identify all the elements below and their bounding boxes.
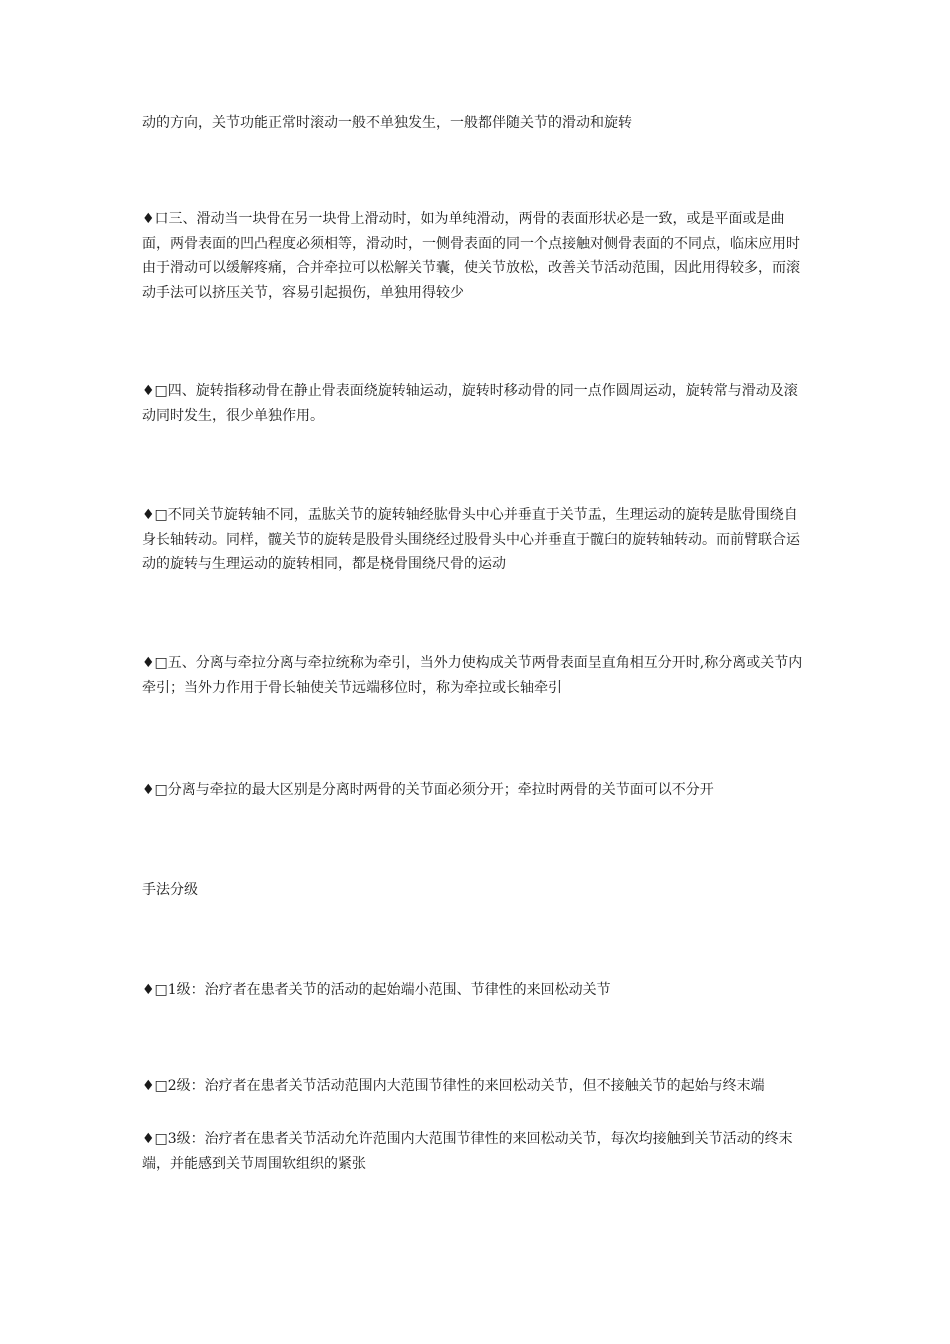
section-heading-grading: 手法分级: [142, 882, 198, 898]
paragraph-distraction-difference: ♦□分离与牵拉的最大区别是分离时两骨的关节面必须分开；牵拉时两骨的关节面可以不分开: [142, 782, 714, 798]
paragraph-distraction-traction: ♦□五、分离与牵拉分离与牵拉统称为牵引，当外力使构成关节两骨表面呈直角相互分开时,称分离或关节内牵引；当外力作用于骨长轴使关节远端移位时，称为牵拉或长轴牵引: [142, 655, 803, 696]
paragraph-grade-2: ♦□2级：治疗者在患者关节活动范围内大范围节律性的来回松动关节，但不接触关节的起始与终末端: [142, 1078, 765, 1094]
paragraph-rotation: ♦□四、旋转指移动骨在静止骨表面绕旋转轴运动，旋转时移动骨的同一点作圆周运动，旋转常与滑动及滚动同时发生，很少单独作用。: [142, 383, 798, 424]
paragraph-grade-3: ♦□3级：治疗者在患者关节活动允许范围内大范围节律性的来回松动关节，每次均接触到关节活动的终末端，并能感到关节周围软组织的紧张: [142, 1131, 793, 1172]
paragraph-rolling-direction: 动的方向，关节功能正常时滚动一般不单独发生，一般都伴随关节的滑动和旋转: [142, 115, 632, 131]
paragraph-rotation-axis: ♦□不同关节旋转轴不同，盂肱关节的旋转轴经肱骨头中心并垂直于关节盂，生理运动的旋转是肱骨围绕自身长轴转动。同样，髋关节的旋转是股骨头围绕经过股骨头中心并垂直于髋臼的旋转轴转动。而前臂联合运动的旋转与生理运动的旋转相同，都是桡骨围绕尺骨的运动: [142, 507, 800, 572]
paragraph-grade-1: ♦□1级：治疗者在患者关节的活动的起始端小范围、节律性的来回松动关节: [142, 982, 611, 998]
paragraph-sliding: ♦口三、滑动当一块骨在另一块骨上滑动时，如为单纯滑动，两骨的表面形状必是一致，或是平面或是曲面，两骨表面的凹凸程度必须相等，滑动时，一侧骨表面的同一个点接触对侧骨表面的不同点，临床应用时由于滑动可以缓解疼痛，合并牵拉可以松解关节囊，使关节放松，改善关节活动范围，因此用得较多，而滚动手法可以挤压关节，容易引起损伤，单独用得较少: [142, 211, 800, 301]
